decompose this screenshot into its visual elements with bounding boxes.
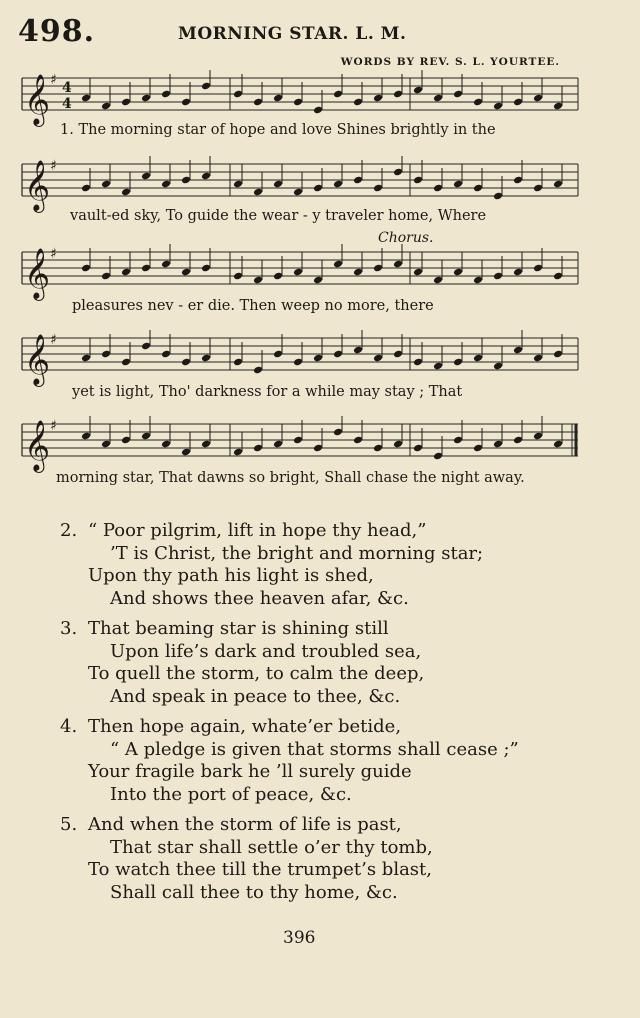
verse-line: To quell the storm, to calm the deep, [88, 663, 425, 684]
verse-2 [60, 520, 600, 610]
key-signature-sharp-icon: ♯ [50, 246, 57, 262]
verse-line: And shows thee heaven afar, &c. [110, 587, 409, 609]
lyric-line-1: 1. The morning star of hope and love Shines brightly in the [60, 122, 496, 138]
verse-4 [60, 716, 600, 806]
verse-line: And when the storm of life is past, [88, 814, 402, 835]
verse-3 [60, 618, 600, 708]
music-system-3 [20, 244, 582, 324]
music-system-2 [20, 156, 582, 236]
hymn-number: 498. [18, 14, 96, 49]
verse-number: 5. [60, 814, 78, 835]
verse-number: 4. [60, 716, 78, 737]
verse-line: Then hope again, whate’er betide, [88, 716, 402, 737]
tune-title: MORNING STAR. L. M. [178, 24, 407, 44]
page-number: 396 [283, 928, 316, 948]
music-staff [20, 244, 582, 304]
words-credit: WORDS BY REV. S. L. YOURTEE. [340, 56, 560, 68]
key-signature-sharp-icon: ♯ [50, 72, 57, 88]
verse-number: 3. [60, 618, 78, 639]
key-signature-sharp-icon: ♯ [50, 332, 57, 348]
lyric-line-5: morning star, That dawns so bright, Shall chase the night away. [56, 470, 525, 486]
verses [60, 520, 600, 912]
treble-clef-icon: 𝄞 [24, 160, 51, 211]
chorus-label: Chorus. [378, 230, 434, 246]
lyric-line-4: yet is light, Tho' darkness for a while may stay ; That [72, 384, 463, 400]
verse-line: ’T is Christ, the bright and morning star; [110, 542, 484, 564]
music-staff [20, 416, 582, 476]
verse-line: And speak in peace to thee, &c. [110, 685, 401, 707]
music-system-4 [20, 330, 582, 410]
lyric-line-2: vault-ed sky, To guide the wear - y traveler home, Where [70, 208, 487, 224]
music-staff [20, 156, 582, 216]
verse-line: To watch thee till the trumpet’s blast, [88, 859, 433, 880]
treble-clef-icon: 𝄞 [24, 74, 51, 125]
music-staff [20, 70, 582, 130]
music-staff [20, 330, 582, 390]
verse-line: Into the port of peace, &c. [110, 783, 352, 805]
verse-line: Upon thy path his light is shed, [88, 565, 374, 586]
treble-clef-icon: 𝄞 [24, 248, 51, 299]
music-system-5 [20, 416, 582, 496]
verse-number: 2. [60, 520, 78, 541]
verse-line: That beaming star is shining still [88, 618, 389, 639]
treble-clef-icon: 𝄞 [24, 420, 51, 471]
lyric-line-3: pleasures nev - er die. Then weep no more, there [72, 298, 434, 314]
time-signature: 4 [62, 96, 72, 112]
key-signature-sharp-icon: ♯ [50, 158, 57, 174]
music-system-1 [20, 70, 582, 150]
verse-line: That star shall settle o’er thy tomb, [110, 836, 433, 858]
verse-line: Your fragile bark he ’ll surely guide [88, 761, 412, 782]
treble-clef-icon: 𝄞 [24, 334, 51, 385]
verse-line: Shall call thee to thy home, &c. [110, 881, 398, 903]
key-signature-sharp-icon: ♯ [50, 418, 57, 434]
verse-line: “ A pledge is given that storms shall cease ;” [110, 738, 519, 760]
verse-5 [60, 814, 600, 904]
verse-line: Upon life’s dark and troubled sea, [110, 640, 422, 662]
verse-line: “ Poor pilgrim, lift in hope thy head,” [88, 520, 427, 541]
time-signature: 4 [62, 80, 72, 96]
